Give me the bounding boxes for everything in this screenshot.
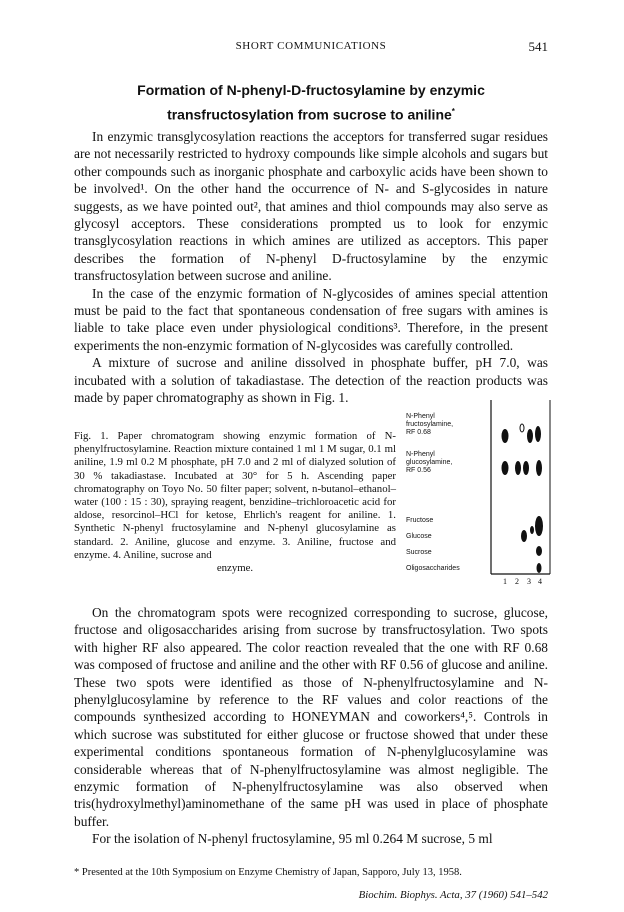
spot-lane1-fructosylamine — [502, 429, 509, 443]
lane-label-3: 3 — [527, 577, 531, 586]
label-nphenyl-fructosylamine-2: fructosylamine, — [406, 421, 454, 428]
lane-label-2: 2 — [515, 577, 519, 586]
spot-lane2-glucose — [521, 530, 527, 542]
label-rf-056: RF 0.56 — [406, 467, 431, 474]
figure-caption-end: enzyme. — [216, 562, 254, 575]
intro-text — [74, 128, 548, 407]
paragraph-3: A mixture of sucrose and aniline dissolved in phosphate buffer, pH 7.0, was incubated with a solution of takadiastase. The detection of the reaction products was made by paper chromatography as shown in Fig. 1. — [74, 355, 548, 406]
figure-caption-text: Fig. 1. Paper chromatogram showing enzymic formation of N-phenylfructosylamine. Reaction mixture contained 1 ml 1 M sugar, 0.1 ml aniline, 1.9 ml 0.2 M phosphate, pH 7.0 and 2 ml of dialyzed solution of 30 % takadiastase. Incubated at 30° for 5 h. Ascending paper chromatography on Toyo No. 50 filter paper; solvent, n-butanol–ethanol–water (100 : 15 : 30), spraying reagent, benzidine–trichloroacetic acid for aldose, resorcinol–HCl for ketose, Ehrlich's reagent for aniline. 1. Synthetic N-phenyl fructosylamine and N-phenyl glucosylamine as standard. 2. Aniline, glucose and enzyme. 3. Aniline, fructose and enzyme. 4. Aniline, sucrose and — [74, 430, 396, 561]
spot-lane1-glucosylamine — [502, 461, 509, 475]
spot-lane4-fructosylamine — [535, 426, 541, 442]
footnote: * Presented at the 10th Symposium on Enzyme Chemistry of Japan, Sapporo, July 13, 1958. — [74, 867, 462, 878]
label-glucose: Glucose — [406, 533, 432, 540]
lane-label-4: 4 — [538, 577, 542, 586]
page-number: 541 — [528, 39, 548, 54]
spot-lane3-fructosylamine — [527, 429, 533, 443]
spot-lane4-fructose — [535, 516, 543, 536]
spot-lane2-glucosylamine — [515, 461, 521, 475]
label-nphenyl-fructosylamine-1: N-Phenyl — [406, 413, 435, 420]
label-oligosaccharides: Oligosaccharides — [406, 565, 460, 572]
paragraph-5: For the isolation of N-phenyl fructosylamine, 95 ml 0.264 M sucrose, 5 ml — [92, 831, 493, 847]
paragraph-4: On the chromatogram spots were recognized corresponding to sucrose, glucose, fructose and oligosaccharides arising from sucrose by transfructosylation. Two spots with higher RF also appeared. The color reaction revealed that the one with RF 0.68 was composed of fructose and aniline and the other with RF 0.56 of glucose and aniline. These two spots were identified as those of N-phenylfructosylamine and N-phenylglucosylamine by reference to the RF values and color reactions of the compounds synthesized according to HONEYMAN and coworkers⁴,⁵. Controls in which sucrose was substituted for either glucose or fructose showed that under these experimental conditions spontaneous formation of N-phenylglucosylamine was considerable whereas that of N-phenylfructosylamine was almost negligible. The enzymic formation of N-phenylfructosylamine was also observed when tris(hydroxylmethyl)aminomethane of the same pH was used in place of phosphate buffer. — [74, 605, 548, 829]
paper-chromatogram — [406, 388, 551, 588]
figure-caption — [74, 430, 396, 575]
journal-reference: Biochim. Biophys. Acta, 37 (1960) 541–542 — [358, 889, 548, 901]
title-line-2 — [74, 101, 548, 126]
spot-lane4-glucosylamine — [536, 460, 542, 476]
label-fructose: Fructose — [406, 517, 434, 524]
title-footnote-mark: * — [451, 107, 455, 116]
page-header — [74, 40, 548, 60]
lane-label-1: 1 — [503, 577, 507, 586]
title-line-2-text: transfructosylation from sucrose to aniline — [167, 106, 452, 123]
figure-1 — [74, 388, 548, 588]
spot-lane4-sucrose — [536, 546, 542, 556]
label-rf-068: RF 0.68 — [406, 429, 431, 436]
article-title — [74, 80, 548, 126]
spot-lane2-faint — [520, 424, 524, 432]
paragraph-1: In enzymic transglycosylation reactions the acceptors for transferred sugar residues are not necessarily restricted to hydroxy compounds like simple alcohols and sugars but other compounds such as inorganic phosphate and carboxylic acids have been shown to be involved¹. On the other hand the occurrence of N- and S-glycosides in nature suggests, as we have pointed out², that amines and thiol compounds may also serve as glycosyl acceptors. These considerations prompted us to look for enzymic transglycosylation reactions in which amines are utilized as acceptors. This paper describes the formation of N-phenyl D-fructosylamine by the enzymic transfructosylation between sucrose and aniline. — [74, 129, 548, 284]
results-text — [74, 604, 548, 848]
running-head: SHORT COMMUNICATIONS — [235, 40, 387, 52]
title-line-1: Formation of N-phenyl-D-fructosylamine by enzymic — [137, 82, 485, 98]
spot-lane4-oligosaccharides — [537, 563, 542, 573]
label-sucrose: Sucrose — [406, 549, 432, 556]
spot-lane2-glucose-adjacent — [523, 461, 529, 475]
label-nphenyl-glucosylamine-1: N-Phenyl — [406, 451, 435, 458]
label-nphenyl-glucosylamine-2: glucosylamine, — [406, 459, 453, 466]
paragraph-2: In the case of the enzymic formation of N-glycosides of amines special attention must be paid to the fact that spontaneous condensation of free sugars with amines is liable to take place even under physiological conditions³. Therefore, in the present experiments the non-enzymic formation of N-glycosides was carefully controlled. — [74, 285, 548, 353]
spot-lane3-fructose — [530, 526, 534, 534]
